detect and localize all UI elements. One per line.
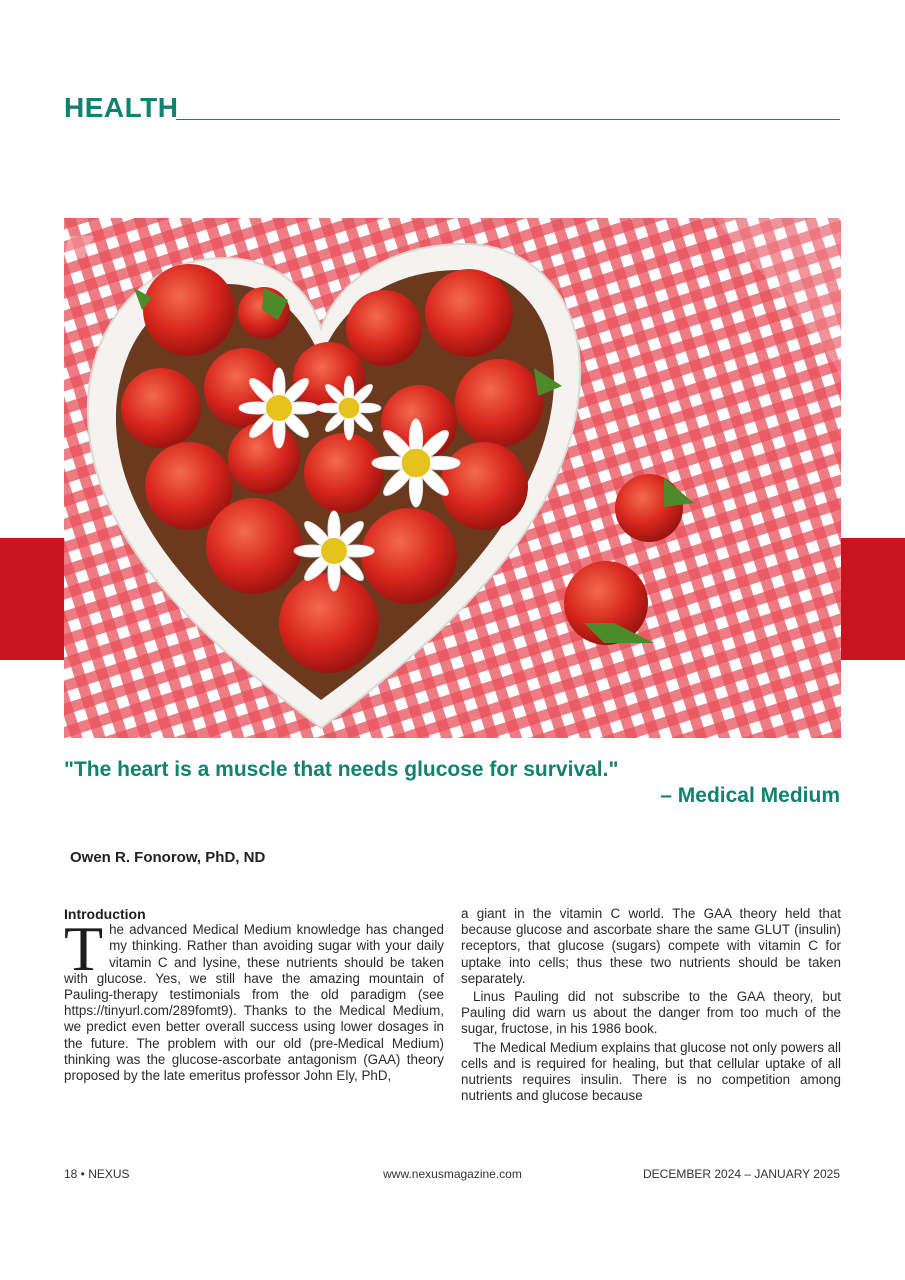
section-title: HEALTH (64, 92, 179, 123)
author-byline: Owen R. Fonorow, PhD, ND (70, 849, 266, 866)
article-paragraph: Linus Pauling did not subscribe to the GAA theory, but Pauling did warn us about the danger from too much of the sugar, fructose, in his 1986 book. (461, 989, 841, 1037)
article-paragraph: a giant in the vitamin C world. The GAA theory held that because glucose and ascorbate share the same GLUT (insulin) receptors, that glucose (sugars) compete with vitamin C for uptake into cells; thus these two nutrients should be taken separately. (461, 906, 841, 986)
drop-cap: T (64, 913, 104, 985)
strawberries (64, 218, 841, 738)
article-paragraph: The Medical Medium explains that glucose not only powers all cells and is required for healing, but that cellular uptake of all nutrients requires insulin. There is no competition among nutrients and glucose because (461, 1039, 841, 1104)
footer-url: www.nexusmagazine.com (383, 1167, 522, 1181)
hero-image (64, 218, 841, 738)
section-heading: Introduction (64, 906, 146, 922)
pull-quote (64, 757, 840, 809)
red-band-right (840, 538, 905, 660)
footer-issue-date: DECEMBER 2024 – JANUARY 2025 (643, 1167, 840, 1181)
article-column-left (64, 906, 444, 1084)
quote-attribution: – Medical Medium (660, 784, 840, 807)
red-band-left (0, 538, 64, 660)
strawberries-in-heart-bowl-image (64, 218, 841, 738)
section-header (64, 92, 840, 124)
quote-text: "The heart is a muscle that needs glucose for survival." (64, 758, 619, 781)
section-rule (176, 119, 840, 120)
article-column-right (461, 906, 841, 1104)
paragraph-text: he advanced Medical Medium knowledge has changed my thinking. Rather than avoiding sugar with your daily vitamin C and lysine, these nutrients should be taken with glucose. Yes, we still have the amazing mountain of Pauling-therapy testimonials from the old paradigm (see https://tinyurl.com/289fomt9). Thanks to the Medical Medium, we predict even better overall success using lower dosages in the future. The problem with our old (pre-Medical Medium) thinking was the glucose-ascorbate antagonism (GAA) theory proposed by the late emeritus professor John Ely, PhD, (64, 922, 444, 1084)
footer-page-number: 18 • NEXUS (64, 1167, 130, 1181)
